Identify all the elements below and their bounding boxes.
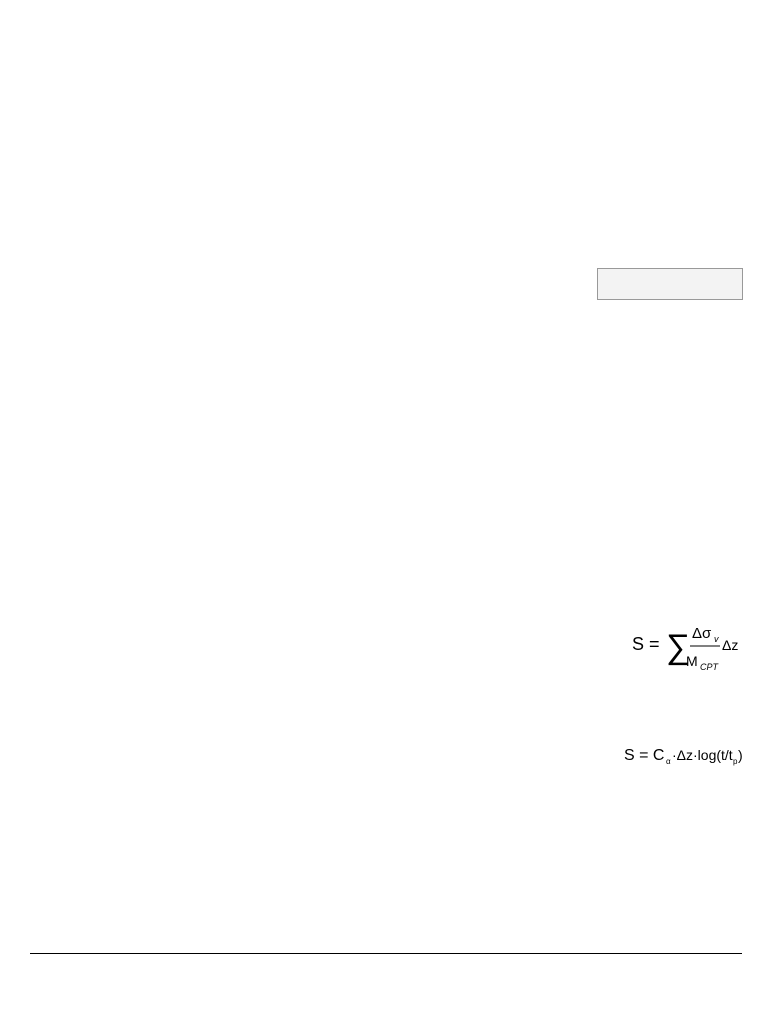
svg-text:Δz: Δz [722, 637, 739, 653]
svg-text:M: M [686, 653, 698, 669]
secondary-formula [620, 738, 750, 774]
svg-text:CPT: CPT [700, 662, 718, 672]
location-row [34, 170, 38, 181]
svg-text:∑: ∑ [666, 628, 691, 666]
project-row [34, 149, 42, 160]
properties-title [597, 268, 743, 300]
svg-text:v: v [714, 634, 719, 644]
svg-text:·Δz·log(t/t: ·Δz·log(t/t [672, 747, 733, 763]
svg-text:S = C: S = C [624, 747, 665, 764]
svg-text:S =: S = [632, 634, 660, 654]
charts-area [0, 240, 600, 930]
svg-text:Δσ: Δσ [692, 625, 712, 642]
svg-text:): ) [738, 747, 743, 763]
svg-text:p: p [733, 757, 738, 766]
svg-text:α: α [666, 757, 671, 766]
footer-divider [30, 953, 742, 954]
primary-formula [620, 612, 750, 682]
